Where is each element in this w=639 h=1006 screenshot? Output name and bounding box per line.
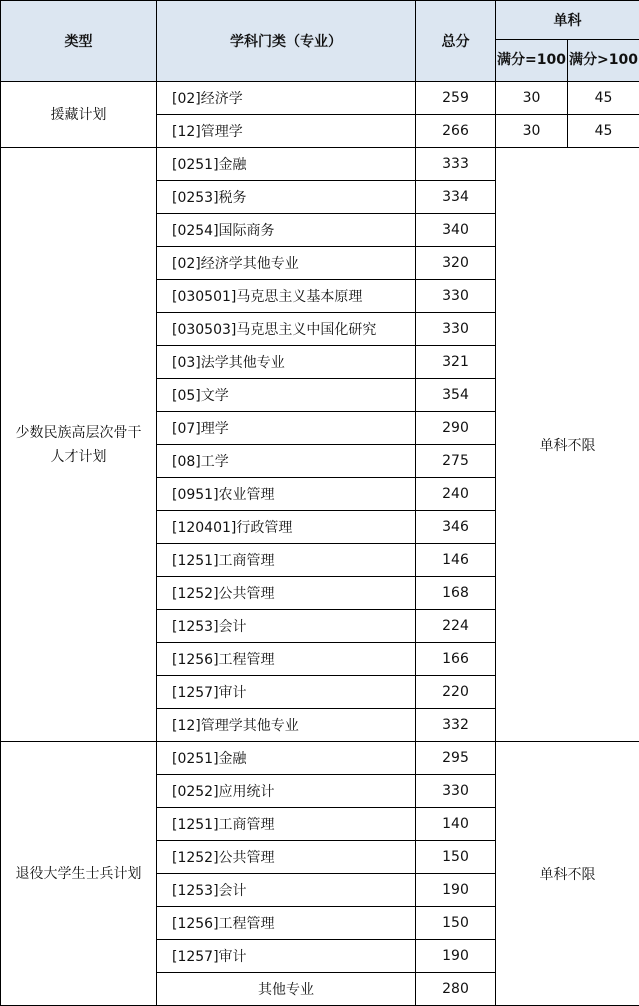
total-score-cell: 140 — [416, 808, 496, 841]
total-score-cell: 275 — [416, 445, 496, 478]
major-cell: 其他专业 — [157, 973, 416, 1006]
major-cell: [0253]税务 — [157, 181, 416, 214]
major-cell: [1256]工程管理 — [157, 643, 416, 676]
header-full-over-100: 满分>100 — [568, 40, 639, 82]
total-score-cell: 334 — [416, 181, 496, 214]
major-cell: [1256]工程管理 — [157, 907, 416, 940]
total-score-cell: 330 — [416, 280, 496, 313]
total-score-cell: 150 — [416, 841, 496, 874]
major-cell: [03]法学其他专业 — [157, 346, 416, 379]
single-subject-note-cell: 单科不限 — [496, 148, 639, 742]
total-score-cell: 220 — [416, 676, 496, 709]
total-score-cell: 290 — [416, 412, 496, 445]
total-score-cell: 240 — [416, 478, 496, 511]
major-cell: [1251]工商管理 — [157, 808, 416, 841]
total-score-cell: 340 — [416, 214, 496, 247]
major-cell: [12]管理学其他专业 — [157, 709, 416, 742]
total-score-cell: 168 — [416, 577, 496, 610]
total-score-cell: 190 — [416, 874, 496, 907]
total-score-cell: 295 — [416, 742, 496, 775]
major-cell: [0254]国际商务 — [157, 214, 416, 247]
total-score-cell: 280 — [416, 973, 496, 1006]
major-cell: [0252]应用统计 — [157, 775, 416, 808]
major-cell: [0951]农业管理 — [157, 478, 416, 511]
header-major: 学科门类（专业） — [157, 1, 416, 82]
major-cell: [08]工学 — [157, 445, 416, 478]
major-cell: [1251]工商管理 — [157, 544, 416, 577]
major-cell: [1253]会计 — [157, 874, 416, 907]
major-cell: [030503]马克思主义中国化研究 — [157, 313, 416, 346]
major-cell: [120401]行政管理 — [157, 511, 416, 544]
table-body — [1, 82, 639, 1006]
total-score-cell: 332 — [416, 709, 496, 742]
major-cell: [1252]公共管理 — [157, 577, 416, 610]
total-score-cell: 330 — [416, 313, 496, 346]
header-single-subject: 单科 — [496, 1, 639, 40]
single-subject-note-cell: 单科不限 — [496, 742, 639, 1006]
total-score-cell: 354 — [416, 379, 496, 412]
header-total: 总分 — [416, 1, 496, 82]
major-cell: [0251]金融 — [157, 742, 416, 775]
type-cell: 退役大学生士兵计划 — [1, 742, 157, 1006]
major-cell: [12]管理学 — [157, 115, 416, 148]
major-cell: [1257]审计 — [157, 676, 416, 709]
major-cell: [1257]审计 — [157, 940, 416, 973]
major-cell: [1252]公共管理 — [157, 841, 416, 874]
total-score-cell: 330 — [416, 775, 496, 808]
header-full-100: 满分=100 — [496, 40, 568, 82]
total-score-cell: 150 — [416, 907, 496, 940]
type-cell: 少数民族高层次骨干人才计划 — [1, 148, 157, 742]
total-score-cell: 333 — [416, 148, 496, 181]
major-cell: [07]理学 — [157, 412, 416, 445]
header-type: 类型 — [1, 1, 157, 82]
major-cell: [030501]马克思主义基本原理 — [157, 280, 416, 313]
total-score-cell: 146 — [416, 544, 496, 577]
table-row — [1, 742, 639, 775]
single-100-cell: 30 — [496, 115, 568, 148]
major-cell: [02]经济学 — [157, 82, 416, 115]
major-cell: [1253]会计 — [157, 610, 416, 643]
total-score-cell: 320 — [416, 247, 496, 280]
total-score-cell: 166 — [416, 643, 496, 676]
single-100-cell: 30 — [496, 82, 568, 115]
total-score-cell: 224 — [416, 610, 496, 643]
total-score-cell: 321 — [416, 346, 496, 379]
major-cell: [0251]金融 — [157, 148, 416, 181]
single-over100-cell: 45 — [568, 82, 639, 115]
total-score-cell: 266 — [416, 115, 496, 148]
major-cell: [02]经济学其他专业 — [157, 247, 416, 280]
type-cell: 援藏计划 — [1, 82, 157, 148]
total-score-cell: 346 — [416, 511, 496, 544]
major-cell: [05]文学 — [157, 379, 416, 412]
table-row — [1, 148, 639, 181]
single-over100-cell: 45 — [568, 115, 639, 148]
total-score-cell: 190 — [416, 940, 496, 973]
total-score-cell: 259 — [416, 82, 496, 115]
